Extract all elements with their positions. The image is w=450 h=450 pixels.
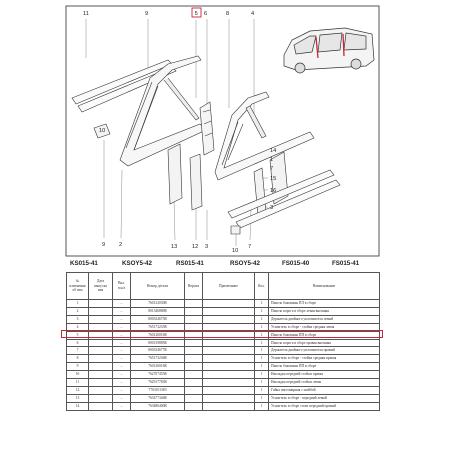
table-row [67, 394, 380, 402]
row-qty: 1 [255, 307, 269, 315]
row-name: Накладка передней стойки правая [269, 371, 380, 379]
row-qty: 1 [255, 386, 269, 394]
table-row [67, 379, 380, 387]
row-number: 7 [67, 347, 89, 355]
callout-13: 13 [171, 244, 178, 250]
row-qty: 1 [255, 394, 269, 402]
row-note [203, 339, 255, 347]
model-codes-bar [66, 258, 379, 270]
b-pillar-reinforcement [200, 102, 214, 155]
row-name: Держатель двойного уплотнителя правый [269, 347, 380, 355]
model-code: FS015-41 [332, 260, 360, 267]
col-header-note: Примечание [203, 273, 255, 300]
row-note [203, 347, 255, 355]
callout-6: 6 [204, 11, 208, 17]
model-code: FS015-40 [282, 260, 310, 267]
row-number: 4 [67, 323, 89, 331]
row-name: Панель боковины ПП в сборе [269, 331, 380, 339]
row-note [203, 402, 255, 410]
row-part-number: 765173236R [131, 355, 185, 363]
row-number: 8 [67, 355, 89, 363]
row-incl: – [113, 363, 131, 371]
row-name: Панель боковины ПП в сборе [269, 363, 380, 371]
row-number: 3 [67, 315, 89, 323]
row-part-number: 762707455R [131, 371, 185, 379]
row-version [185, 347, 203, 355]
row-part-number: 7703101383 [131, 386, 185, 394]
row-qty: 1 [255, 323, 269, 331]
table-row [67, 315, 380, 323]
table-row [67, 339, 380, 347]
row-version [185, 315, 203, 323]
row-qty: 1 [255, 371, 269, 379]
row-note [203, 379, 255, 387]
row-version [185, 300, 203, 308]
callout-2: 2 [119, 242, 123, 248]
car-thumbnail [284, 28, 374, 73]
table-row [67, 386, 380, 394]
row-version [185, 394, 203, 402]
callout-3: 3 [270, 205, 274, 211]
col-header-part-number: Номер детали [131, 273, 185, 300]
row-date [89, 402, 113, 410]
row-part-number: 763486400R [131, 402, 185, 410]
col-header-version: Версия [185, 273, 203, 300]
row-name: Панель боковины ПЛ в сборе [269, 300, 380, 308]
row-qty: 1 [255, 347, 269, 355]
row-date [89, 371, 113, 379]
row-incl: – [113, 386, 131, 394]
row-part-number: 760132030R [131, 300, 185, 308]
row-incl: – [113, 339, 131, 347]
callout-5: 5 [194, 11, 198, 17]
row-name: Накладка передней стойки левая [269, 379, 380, 387]
callout-14: 14 [270, 148, 277, 154]
callout-8: 8 [226, 11, 230, 17]
row-incl: – [113, 394, 131, 402]
callout-10: 10 [99, 128, 106, 134]
row-qty: 1 [255, 331, 269, 339]
selected-row-highlight [61, 330, 383, 338]
row-incl: – [113, 307, 131, 315]
row-part-number: 800334677R [131, 347, 185, 355]
row-note [203, 315, 255, 323]
row-incl: – [113, 300, 131, 308]
row-name: Держатель двойного уплотнителя левый [269, 315, 380, 323]
row-note [203, 363, 255, 371]
row-number: 2 [67, 307, 89, 315]
row-incl: – [113, 331, 131, 339]
row-incl: – [113, 371, 131, 379]
row-number: 5 [67, 331, 89, 339]
row-note [203, 386, 255, 394]
row-qty: 1 [255, 379, 269, 387]
row-part-number: 800139885R [131, 339, 185, 347]
callout-10-bottom: 10 [232, 248, 239, 254]
row-incl: – [113, 323, 131, 331]
row-version [185, 339, 203, 347]
callout-3-bottom: 3 [205, 244, 209, 250]
row-name: Усилитель в сборе - стойка средняя левая [269, 323, 380, 331]
row-number: 9 [67, 363, 89, 371]
row-note [203, 307, 255, 315]
side-panel-left [120, 56, 206, 166]
row-date [89, 307, 113, 315]
row-name: Усилитель в сборе - передний левый [269, 394, 380, 402]
row-name: Панель порога в сборе правая внешняя [269, 339, 380, 347]
row-qty: 1 [255, 339, 269, 347]
model-code: KSOY5-42 [122, 260, 152, 267]
col-header-incl: Вкл. в н/а [113, 273, 131, 300]
row-version [185, 363, 203, 371]
row-date [89, 394, 113, 402]
row-number: 11 [67, 379, 89, 387]
row-part-number: 765173235R [131, 323, 185, 331]
row-part-number: 760126016R [131, 363, 185, 371]
row-qty: 1 [255, 402, 269, 410]
row-date [89, 339, 113, 347]
row-number: 14 [67, 402, 89, 410]
row-number: 10 [67, 371, 89, 379]
row-part-number: 760126016R [131, 331, 185, 339]
callout-9-bottom: 9 [102, 242, 106, 248]
model-code: KS015-41 [70, 260, 98, 267]
row-number: 13 [67, 394, 89, 402]
row-version [185, 379, 203, 387]
parts-list [66, 258, 379, 448]
row-version [185, 371, 203, 379]
row-qty: 1 [255, 355, 269, 363]
row-version [185, 355, 203, 363]
row-version [185, 402, 203, 410]
row-note [203, 300, 255, 308]
row-qty: 1 [255, 315, 269, 323]
callout-1: 1 [270, 157, 274, 163]
col-header-num: № изменения об изм [67, 273, 89, 300]
callout-9-top: 9 [145, 11, 149, 17]
row-date [89, 386, 113, 394]
row-part-number: 763477346R [131, 394, 185, 402]
callout-4: 4 [251, 11, 255, 17]
callout-7-bottom: 7 [248, 244, 252, 250]
row-number: 12 [67, 386, 89, 394]
col-header-qty: Кол. [255, 273, 269, 300]
table-row [67, 402, 380, 410]
row-note [203, 355, 255, 363]
row-note [203, 394, 255, 402]
table-row [67, 307, 380, 315]
table-row [67, 300, 380, 308]
row-incl: – [113, 402, 131, 410]
table-row [67, 347, 380, 355]
row-number: 6 [67, 339, 89, 347]
sill-left-outer [72, 60, 176, 112]
col-header-name: Наименование [269, 273, 380, 300]
row-number: 1 [67, 300, 89, 308]
row-qty: 1 [255, 363, 269, 371]
col-header-date: Дата выпуска изм [89, 273, 113, 300]
table-row [67, 371, 380, 379]
row-part-number: 762917783R [131, 379, 185, 387]
row-version [185, 307, 203, 315]
row-date [89, 379, 113, 387]
row-incl: – [113, 355, 131, 363]
model-code: RS015-41 [176, 260, 204, 267]
row-incl: – [113, 315, 131, 323]
table-header-row [67, 273, 380, 300]
table-row [67, 363, 380, 371]
row-note [203, 371, 255, 379]
row-date [89, 315, 113, 323]
row-name: Панель порога в сборе левая внешняя [269, 307, 380, 315]
callout-11: 11 [83, 11, 89, 17]
row-name: Гайка пистонирная с шайбой [269, 386, 380, 394]
row-date [89, 355, 113, 363]
row-date [89, 347, 113, 355]
callout-7: 7 [270, 166, 274, 172]
row-version [185, 386, 203, 394]
row-part-number: 800334675R [131, 315, 185, 323]
row-date [89, 300, 113, 308]
callout-12: 12 [192, 244, 199, 250]
row-part-number: 801346880R [131, 307, 185, 315]
table-row [67, 355, 380, 363]
callout-15: 15 [270, 176, 277, 182]
parts-table [66, 272, 380, 411]
callout-16: 16 [270, 188, 277, 194]
row-name: Усилитель в сборе - стойка средняя правая [269, 355, 380, 363]
row-incl: – [113, 347, 131, 355]
row-qty: 1 [255, 300, 269, 308]
row-name: Усилитель в сборе стоек передний правый [269, 402, 380, 410]
row-incl: – [113, 379, 131, 387]
side-panel-right [215, 92, 314, 180]
row-date [89, 363, 113, 371]
model-code: RSOY5-42 [230, 260, 260, 267]
